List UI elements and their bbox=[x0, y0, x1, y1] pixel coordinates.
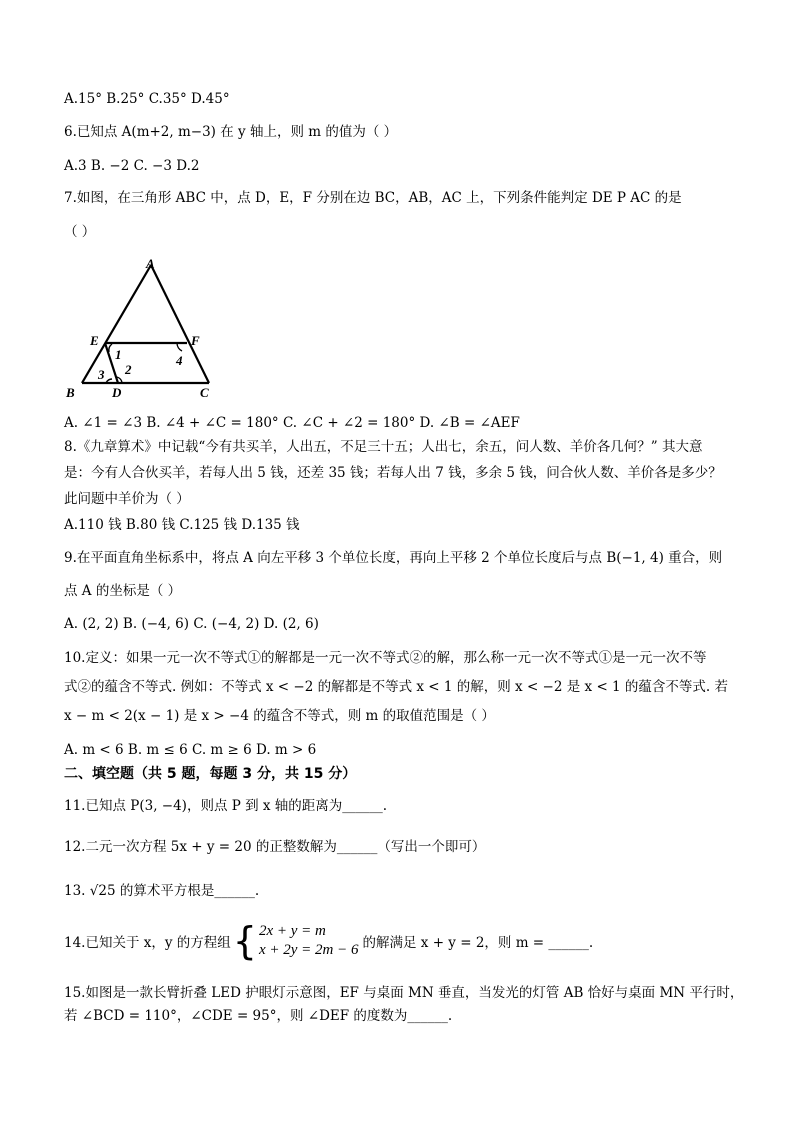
label-angle-2: 2 bbox=[125, 362, 132, 377]
q14-suffix: 的解满足 x + y = 2，则 m = ______. bbox=[362, 935, 594, 951]
section-fill-blank-heading: 二、填空题（共 5 题，每题 3 分，共 15 分） bbox=[64, 766, 357, 782]
side-ab bbox=[82, 265, 151, 383]
q6-stem: 6.已知点 A(m+2, m−3) 在 y 轴上，则 m 的值为（ ） bbox=[64, 124, 398, 140]
q10-stem: 10.定义：如果一元一次不等式①的解都是一元一次不等式②的解，那么称一元一次不等式①是一元一次不等 bbox=[64, 650, 707, 666]
equation-1: 2x + y = m bbox=[258, 923, 326, 939]
label-angle-1: 1 bbox=[115, 347, 122, 362]
q10-options: A. m < 6 B. m ≤ 6 C. m ≥ 6 D. m > 6 bbox=[64, 742, 317, 758]
label-c: C bbox=[200, 385, 209, 400]
q7-stem-cont: （ ） bbox=[64, 224, 96, 240]
label-angle-3: 3 bbox=[98, 367, 105, 382]
angle-4-arc bbox=[177, 343, 182, 351]
q7-options: A. ∠1 = ∠3 B. ∠4 + ∠C = 180° C. ∠C + ∠2 = 180° D. ∠B = ∠AEF bbox=[64, 415, 520, 431]
label-f: F bbox=[191, 333, 200, 348]
q5-options: A.15° B.25° C.35° D.45° bbox=[64, 91, 230, 107]
equation-system bbox=[259, 922, 359, 960]
label-b: B bbox=[66, 385, 75, 400]
q13-stem: 13. √25 的算术平方根是______. bbox=[64, 883, 260, 899]
q9-stem: 9.在平面直角坐标系中，将点 A 向左平移 3 个单位长度，再向上平移 2 个单位长度后与点 B(−1, 4) 重合，则 bbox=[64, 550, 723, 566]
q8-stem-cont-2: 此问题中羊价为（ ） bbox=[64, 491, 190, 507]
q14-stem bbox=[64, 919, 593, 963]
label-e: E bbox=[90, 333, 99, 348]
q10-stem-cont: 式②的蕴含不等式. 例如：不等式 x < −2 的解都是不等式 x < 1 的解，则 x < −2 是 x < 1 的蕴含不等式. 若 bbox=[64, 679, 729, 695]
q11-stem: 11.已知点 P(3, −4)，则点 P 到 x 轴的距离为______. bbox=[64, 798, 388, 814]
q9-stem-cont: 点 A 的坐标是（ ） bbox=[64, 583, 182, 599]
label-d: D bbox=[112, 385, 122, 400]
label-angle-4: 4 bbox=[176, 353, 183, 368]
triangle-figure bbox=[64, 255, 224, 405]
angle-1-arc bbox=[109, 344, 112, 352]
q8-stem-cont: 是：今有人合伙买羊，若每人出 5 钱，还差 35 钱；若每人出 7 钱，多余 5 钱，问合伙人数、羊价各是多少？ bbox=[64, 465, 722, 481]
q12-stem: 12.二元一次方程 5x + y = 20 的正整数解为______（写出一个即可） bbox=[64, 839, 486, 855]
q8-stem: 8.《九章算术》中记载“今有共买羊，人出五，不足三十五；人出七，余五，问人数、羊价各几何？” 其大意 bbox=[64, 439, 703, 455]
equation-2: x + 2y = 2m − 6 bbox=[258, 942, 359, 958]
q7-stem: 7.如图，在三角形 ABC 中，点 D，E，F 分别在边 BC，AB，AC 上，下列条件能判定 DE P AC 的是 bbox=[64, 190, 682, 206]
q8-options: A.110 钱 B.80 钱 C.125 钱 D.135 钱 bbox=[64, 517, 300, 533]
q14-prefix: 14.已知关于 x，y 的方程组 bbox=[64, 935, 231, 951]
q15-stem-cont: 若 ∠BCD = 110°，∠CDE = 95°，则 ∠DEF 的度数为______. bbox=[64, 1008, 453, 1024]
q10-stem-cont-2: x − m < 2(x − 1) 是 x > −4 的蕴含不等式，则 m 的取值范围是（ ） bbox=[64, 708, 495, 724]
system-brace: { bbox=[232, 919, 257, 963]
label-a: A bbox=[146, 256, 155, 271]
q9-options: A. (2, 2) B. (−4, 6) C. (−4, 2) D. (2, 6) bbox=[64, 616, 319, 632]
q6-options: A.3 B. −2 C. −3 D.2 bbox=[64, 158, 200, 174]
q15-stem: 15.如图是一款长臂折叠 LED 护眼灯示意图，EF 与桌面 MN 垂直，当发光的灯管 AB 恰好与桌面 MN 平行时， bbox=[64, 985, 744, 1001]
